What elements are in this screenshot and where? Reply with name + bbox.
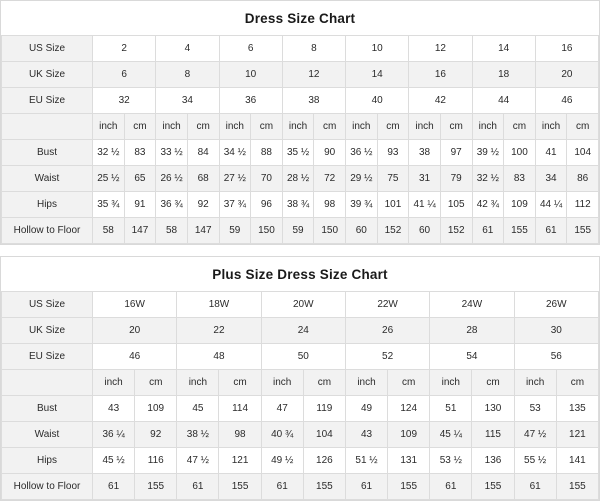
cell: 92	[187, 192, 219, 218]
cell: 54	[430, 344, 514, 370]
cell: 130	[472, 396, 514, 422]
cell: 60	[409, 218, 441, 244]
cell: 61	[345, 474, 387, 500]
cell: 155	[567, 218, 599, 244]
cell: 16	[535, 36, 598, 62]
cell: 53 ½	[430, 448, 472, 474]
table-row-units	[2, 114, 599, 140]
cell: 92	[135, 422, 177, 448]
cell: 61	[472, 218, 504, 244]
cell: 35 ¾	[93, 192, 125, 218]
unit-cell: cm	[377, 114, 409, 140]
cell: 58	[93, 218, 125, 244]
cell: 40	[346, 88, 409, 114]
table-row	[2, 344, 599, 370]
unit-cell: cm	[187, 114, 219, 140]
cell: 30	[514, 318, 598, 344]
cell: 105	[440, 192, 472, 218]
unit-cell: cm	[388, 370, 430, 396]
cell: 55 ½	[514, 448, 556, 474]
cell: 31	[409, 166, 441, 192]
plus-size-dress-chart-block	[0, 256, 600, 501]
unit-cell: inch	[219, 114, 251, 140]
cell: 116	[135, 448, 177, 474]
cell: 32 ½	[93, 140, 125, 166]
cell: 42	[409, 88, 472, 114]
cell: 8	[282, 36, 345, 62]
cell: 104	[303, 422, 345, 448]
row-label-us-size: US Size	[2, 292, 93, 318]
cell: 25 ½	[93, 166, 125, 192]
cell: 14	[346, 62, 409, 88]
cell: 48	[177, 344, 261, 370]
cell: 75	[377, 166, 409, 192]
cell: 26 ½	[156, 166, 188, 192]
cell: 56	[514, 344, 598, 370]
cell: 38	[409, 140, 441, 166]
cell: 109	[135, 396, 177, 422]
cell: 119	[303, 396, 345, 422]
cell: 43	[93, 396, 135, 422]
cell: 53	[514, 396, 556, 422]
cell: 155	[388, 474, 430, 500]
dress-size-table-body	[2, 36, 599, 244]
cell: 136	[472, 448, 514, 474]
unit-cell: cm	[472, 370, 514, 396]
unit-cell: inch	[472, 114, 504, 140]
cell: 36 ¼	[93, 422, 135, 448]
table-row	[2, 292, 599, 318]
row-label-hips: Hips	[2, 192, 93, 218]
cell: 33 ½	[156, 140, 188, 166]
table-row	[2, 166, 599, 192]
cell: 79	[440, 166, 472, 192]
cell: 155	[504, 218, 536, 244]
cell: 38 ½	[177, 422, 219, 448]
cell: 84	[187, 140, 219, 166]
table-row	[2, 140, 599, 166]
cell: 52	[345, 344, 429, 370]
unit-cell: cm	[504, 114, 536, 140]
cell: 12	[409, 36, 472, 62]
cell: 155	[219, 474, 261, 500]
cell: 135	[556, 396, 598, 422]
row-label-waist: Waist	[2, 166, 93, 192]
table-row	[2, 396, 599, 422]
cell: 155	[472, 474, 514, 500]
unit-cell: cm	[556, 370, 598, 396]
unit-cell: inch	[156, 114, 188, 140]
table-row	[2, 318, 599, 344]
cell: 8	[156, 62, 219, 88]
cell: 104	[567, 140, 599, 166]
cell: 20	[535, 62, 598, 88]
unit-cell: inch	[514, 370, 556, 396]
cell: 4	[156, 36, 219, 62]
table-row	[2, 36, 599, 62]
row-label-units	[2, 114, 93, 140]
unit-cell: inch	[282, 114, 314, 140]
cell: 126	[303, 448, 345, 474]
row-label-waist: Waist	[2, 422, 93, 448]
cell: 152	[440, 218, 472, 244]
table-row-units	[2, 370, 599, 396]
cell: 39 ¾	[346, 192, 378, 218]
cell: 34 ½	[219, 140, 251, 166]
cell: 109	[504, 192, 536, 218]
cell: 45	[177, 396, 219, 422]
cell: 155	[556, 474, 598, 500]
dress-size-table	[1, 35, 599, 244]
cell: 93	[377, 140, 409, 166]
cell: 97	[440, 140, 472, 166]
row-label-hips: Hips	[2, 448, 93, 474]
plus-size-dress-table	[1, 291, 599, 500]
unit-cell: inch	[93, 370, 135, 396]
cell: 124	[388, 396, 430, 422]
cell: 46	[93, 344, 177, 370]
cell: 83	[504, 166, 536, 192]
unit-cell: cm	[303, 370, 345, 396]
cell: 10	[346, 36, 409, 62]
row-label-us-size: US Size	[2, 36, 93, 62]
cell: 36 ½	[346, 140, 378, 166]
cell: 47	[261, 396, 303, 422]
cell: 34	[535, 166, 567, 192]
cell: 20W	[261, 292, 345, 318]
cell: 147	[187, 218, 219, 244]
table-row	[2, 218, 599, 244]
cell: 43	[345, 422, 387, 448]
cell: 44	[472, 88, 535, 114]
table-row	[2, 88, 599, 114]
cell: 150	[251, 218, 283, 244]
cell: 45 ¼	[430, 422, 472, 448]
cell: 70	[251, 166, 283, 192]
cell: 131	[388, 448, 430, 474]
cell: 98	[314, 192, 346, 218]
cell: 44 ¼	[535, 192, 567, 218]
unit-cell: cm	[567, 114, 599, 140]
unit-cell: inch	[93, 114, 125, 140]
cell: 38	[282, 88, 345, 114]
cell: 38 ¾	[282, 192, 314, 218]
cell: 101	[377, 192, 409, 218]
cell: 47 ½	[514, 422, 556, 448]
cell: 121	[556, 422, 598, 448]
unit-cell: cm	[440, 114, 472, 140]
cell: 141	[556, 448, 598, 474]
cell: 16W	[93, 292, 177, 318]
cell: 61	[177, 474, 219, 500]
cell: 50	[261, 344, 345, 370]
cell: 24W	[430, 292, 514, 318]
row-label-bust: Bust	[2, 140, 93, 166]
cell: 147	[124, 218, 156, 244]
cell: 36 ¾	[156, 192, 188, 218]
cell: 32	[93, 88, 156, 114]
cell: 86	[567, 166, 599, 192]
cell: 34	[156, 88, 219, 114]
row-label-bust: Bust	[2, 396, 93, 422]
cell: 10	[219, 62, 282, 88]
unit-cell: inch	[177, 370, 219, 396]
cell: 37 ¾	[219, 192, 251, 218]
cell: 109	[388, 422, 430, 448]
unit-cell: cm	[124, 114, 156, 140]
cell: 41	[535, 140, 567, 166]
row-label-hollow-to-floor: Hollow to Floor	[2, 218, 93, 244]
cell: 39 ½	[472, 140, 504, 166]
plus-size-table-body	[2, 292, 599, 500]
cell: 115	[472, 422, 514, 448]
table-row	[2, 474, 599, 500]
cell: 24	[261, 318, 345, 344]
cell: 114	[219, 396, 261, 422]
cell: 61	[430, 474, 472, 500]
cell: 112	[567, 192, 599, 218]
table-row	[2, 422, 599, 448]
cell: 155	[135, 474, 177, 500]
cell: 28 ½	[282, 166, 314, 192]
chart-divider	[0, 245, 600, 256]
cell: 26	[345, 318, 429, 344]
page-title-plus: Plus Size Dress Size Chart	[1, 257, 599, 291]
cell: 88	[251, 140, 283, 166]
cell: 83	[124, 140, 156, 166]
cell: 72	[314, 166, 346, 192]
unit-cell: inch	[430, 370, 472, 396]
row-label-hollow-to-floor: Hollow to Floor	[2, 474, 93, 500]
cell: 41 ¼	[409, 192, 441, 218]
row-label-eu-size: EU Size	[2, 344, 93, 370]
row-label-eu-size: EU Size	[2, 88, 93, 114]
cell: 65	[124, 166, 156, 192]
cell: 58	[156, 218, 188, 244]
cell: 68	[187, 166, 219, 192]
cell: 150	[314, 218, 346, 244]
cell: 59	[282, 218, 314, 244]
unit-cell: inch	[535, 114, 567, 140]
cell: 28	[430, 318, 514, 344]
unit-cell: cm	[251, 114, 283, 140]
cell: 59	[219, 218, 251, 244]
unit-cell: inch	[346, 114, 378, 140]
cell: 36	[219, 88, 282, 114]
cell: 61	[261, 474, 303, 500]
row-label-uk-size: UK Size	[2, 318, 93, 344]
unit-cell: cm	[135, 370, 177, 396]
cell: 12	[282, 62, 345, 88]
cell: 22W	[345, 292, 429, 318]
cell: 16	[409, 62, 472, 88]
cell: 60	[346, 218, 378, 244]
cell: 2	[93, 36, 156, 62]
cell: 155	[303, 474, 345, 500]
cell: 47 ½	[177, 448, 219, 474]
unit-cell: cm	[219, 370, 261, 396]
cell: 20	[93, 318, 177, 344]
cell: 100	[504, 140, 536, 166]
cell: 49	[345, 396, 387, 422]
cell: 40 ¾	[261, 422, 303, 448]
cell: 152	[377, 218, 409, 244]
cell: 29 ½	[346, 166, 378, 192]
table-row	[2, 62, 599, 88]
cell: 32 ½	[472, 166, 504, 192]
cell: 6	[219, 36, 282, 62]
cell: 51 ½	[345, 448, 387, 474]
cell: 46	[535, 88, 598, 114]
cell: 121	[219, 448, 261, 474]
cell: 18W	[177, 292, 261, 318]
unit-cell: inch	[345, 370, 387, 396]
unit-cell: inch	[261, 370, 303, 396]
cell: 96	[251, 192, 283, 218]
dress-size-chart-block	[0, 0, 600, 245]
cell: 61	[514, 474, 556, 500]
cell: 49 ½	[261, 448, 303, 474]
cell: 27 ½	[219, 166, 251, 192]
table-row	[2, 448, 599, 474]
cell: 98	[219, 422, 261, 448]
table-row	[2, 192, 599, 218]
cell: 26W	[514, 292, 598, 318]
page-title: Dress Size Chart	[1, 1, 599, 35]
cell: 6	[93, 62, 156, 88]
cell: 90	[314, 140, 346, 166]
cell: 22	[177, 318, 261, 344]
cell: 61	[93, 474, 135, 500]
unit-cell: inch	[409, 114, 441, 140]
cell: 51	[430, 396, 472, 422]
cell: 45 ½	[93, 448, 135, 474]
cell: 61	[535, 218, 567, 244]
cell: 35 ½	[282, 140, 314, 166]
row-label-units	[2, 370, 93, 396]
cell: 42 ¾	[472, 192, 504, 218]
cell: 91	[124, 192, 156, 218]
unit-cell: cm	[314, 114, 346, 140]
cell: 14	[472, 36, 535, 62]
row-label-uk-size: UK Size	[2, 62, 93, 88]
cell: 18	[472, 62, 535, 88]
